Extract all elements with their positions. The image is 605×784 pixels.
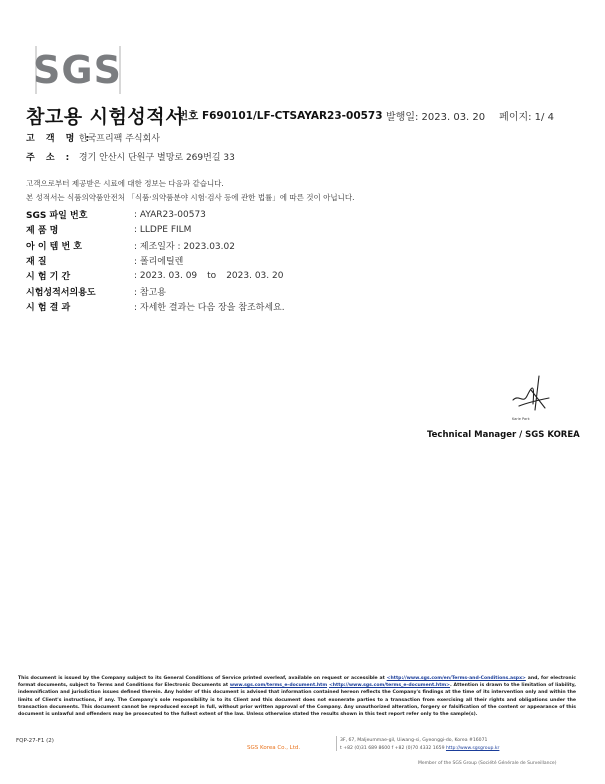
issue-info (386, 108, 568, 123)
client-address-label: 주 소 : (26, 153, 74, 163)
period-start: : 2023. 03. 09 (134, 270, 198, 281)
file-no-value: : AYAR23-00573 (134, 209, 206, 220)
client-address-row (26, 150, 235, 163)
note-line-2: 본 성적서는 식품의약품안전처 「식품·의약품분야 시험·검사 등에 관한 법률」에 따른 것이 아닙니다. (26, 193, 355, 202)
signer-title: Technical Manager / SGS KOREA (427, 430, 580, 440)
disclaimer-text-1: This document is issued by the Company subject to its General Conditions of Service printed overleaf, available on request or accessible at (18, 676, 385, 681)
info-row (26, 238, 285, 253)
member-statement: Member of the SGS Group (Société Générale de Surveillance) (418, 761, 557, 766)
signer-name: Karie Park (512, 417, 530, 421)
company-name: SGS Korea Co., Ltd. (247, 745, 301, 751)
page-title: 참고용 시험성적서 (26, 106, 184, 128)
material-label: 재 질 (26, 257, 47, 268)
company-address: 3F, 67, Maljeummae-gil, Uiwang-si, Gyeonggi-do, Korea #16071 (340, 738, 488, 743)
material-value: : 폴리에틸렌 (134, 257, 184, 268)
footer-divider (336, 736, 337, 751)
item-no-label: 아 이 템 번 호 (26, 241, 83, 252)
period-to: to (207, 270, 217, 281)
client-address-value: 경기 안산시 단원구 별망로 269번길 33 (78, 153, 235, 163)
period-label: 시 험 기 간 (26, 272, 71, 283)
sgs-logo (23, 46, 132, 94)
client-name-row (26, 131, 160, 144)
signature-image (505, 370, 555, 420)
company-website-link[interactable]: http://www.sgsgroup.kr (445, 745, 500, 751)
file-no-label: SGS 파일 번호 (26, 211, 88, 222)
note-line-1: 고객으로부터 제공받은 시료에 대한 정보는 다음과 같습니다. (26, 179, 224, 188)
result-value: : 자세한 결과는 다음 장을 참조하세요. (134, 302, 285, 313)
product-value: : LLDPE FILM (134, 224, 192, 235)
info-row (26, 299, 285, 314)
e-document-link[interactable]: www.sgs.com/terms_e-document.htm (229, 683, 328, 689)
sample-info-table (26, 207, 285, 314)
client-name-label: 고 객 명 : (26, 134, 94, 144)
legal-disclaimer (18, 675, 576, 718)
e-document-link-full[interactable]: <http://www.sgs.com/terms_e-document.htm> (328, 683, 451, 689)
info-row (26, 207, 285, 222)
info-row (26, 283, 285, 298)
company-contact (340, 745, 499, 753)
company-address-block (340, 737, 499, 752)
report-number: 번호 F690101/LF-CTSAYAR23-00573 (178, 110, 383, 122)
disclaimer-text-3: . Attention is drawn to the limitation of liability, indemnification and jurisdiction issues defined therein. Any holder of this document is advised that information contained hereon reflects the Company's findings at the time of its intervention only and within the limits of Client's instructions, if any. The Company's sole responsibility is to its Client and this document does not exonerate parties to a transaction from exercising all their rights and obligations under the transaction documents. This document cannot be reproduced except in full, without prior written approval of the Company. Any unauthorized alteration, forgery or falsification of the content or appearance of this document is unlawful and offenders may be prosecuted to the fullest extent of the law. Unless otherwise stated the results shown in this test report refer only to the sample(s). (18, 683, 576, 718)
purpose-value: : 참고용 (134, 287, 166, 298)
client-name-value: 한국프리팩 주식회사 (78, 134, 160, 144)
form-id: FQP-27-F1 (2) (16, 738, 54, 744)
company-phone: t +82 (0)31 689 8600 f +82 (0)70 4332 1659 (340, 745, 445, 751)
purpose-label: 시험성적서의용도 (26, 287, 96, 298)
info-row (26, 253, 285, 268)
logo-text: SGS (33, 48, 122, 92)
info-row (26, 268, 285, 283)
disclaimer-text-2: and, for electronic format documents, subject to Terms and Conditions for Electronic Documents at (18, 676, 576, 689)
item-no-value: : 제조일자 : 2023.03.02 (134, 241, 235, 252)
result-label: 시 험 결 과 (26, 302, 71, 313)
info-row (26, 222, 285, 237)
period-end: 2023. 03. 20 (226, 270, 284, 281)
product-label: 제 품 명 (26, 226, 59, 237)
terms-link[interactable]: <http://www.sgs.com/en/Terms-and-Conditions.aspx> (386, 676, 526, 681)
issue-date: 발행일: 2023. 03. 20 (386, 112, 486, 123)
page-number: 페이지: 1/ 4 (499, 112, 554, 123)
